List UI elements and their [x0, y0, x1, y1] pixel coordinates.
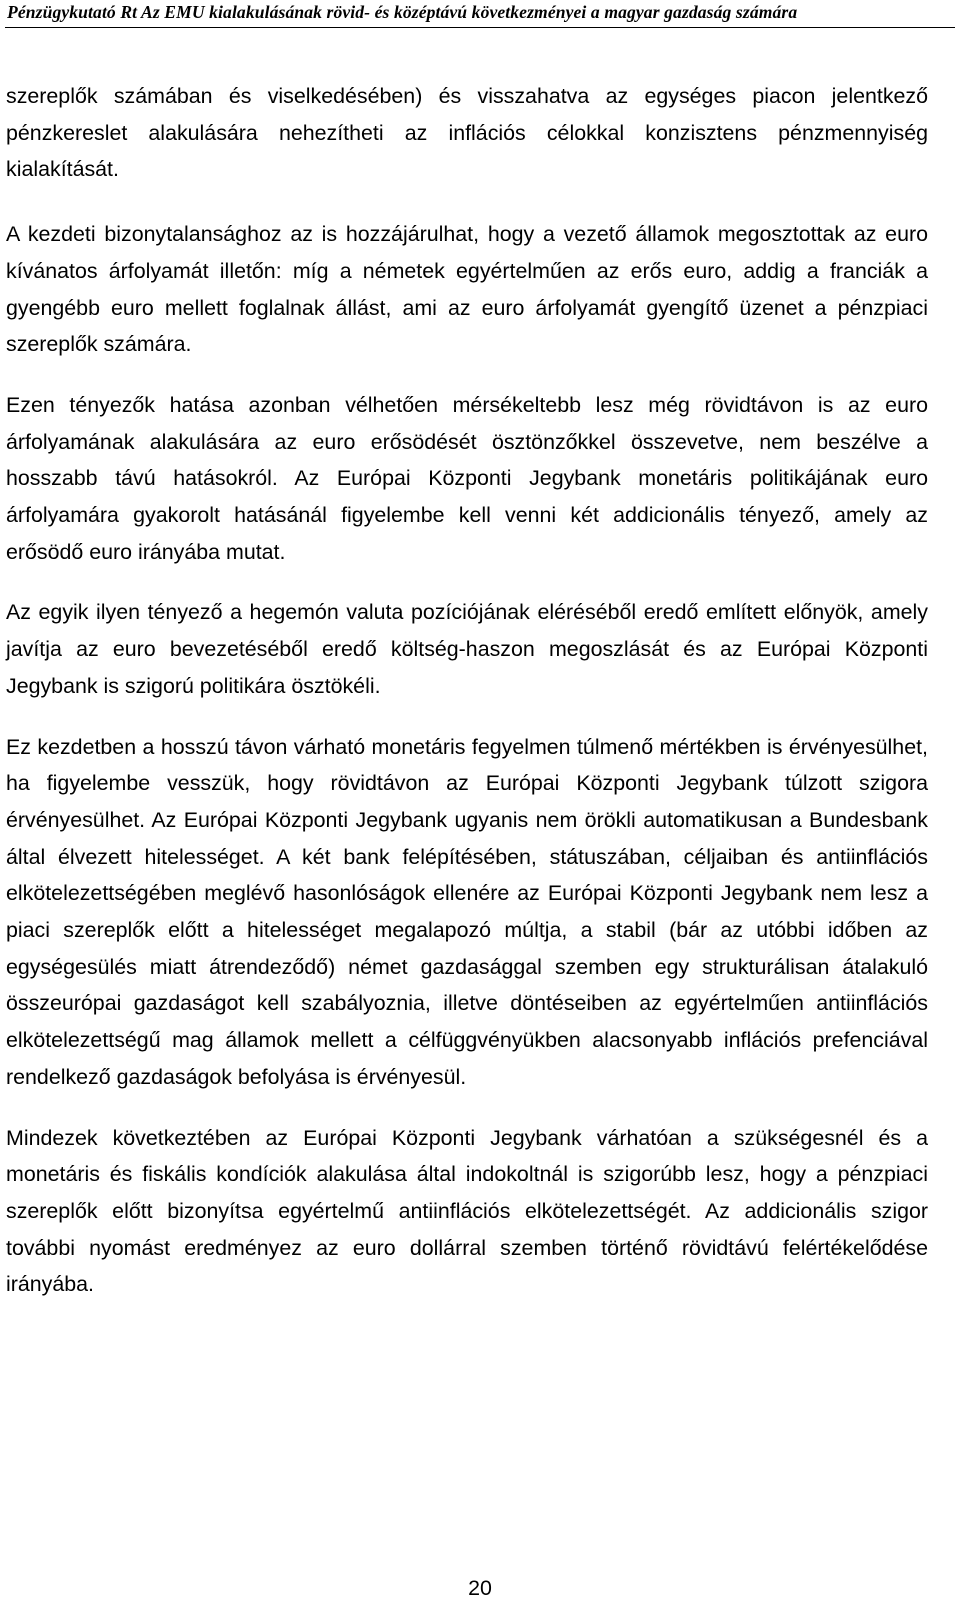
- header-rule: [5, 27, 955, 28]
- page-number: 20: [468, 1576, 492, 1600]
- paragraph-4: Az egyik ilyen tényező a hegemón valuta pozíciójának eléréséből eredő említett előnyök, amely javítja az euro bevezetéséből eredő költség-haszon megoszlását és az Európai Központi Jegybank is szigorú politikára ösztökéli.: [6, 600, 928, 698]
- paragraph-3: Ezen tényezők hatása azonban vélhetően mérsékeltebb lesz még rövidtávon is az euro árfolyamának alakulására az euro erősödését ösztönzőkkel összevetve, nem beszélve a hosszabb távú hatásokról. Az Európai Központi Jegybank monetáris politikájának euro árfolyamára gyakorolt hatásánál figyelembe kell venni két addicionális tényező, amely az erősödő euro irányába mutat.: [6, 392, 928, 564]
- body-text: [6, 78, 928, 1303]
- paragraph-2: A kezdeti bizonytalansághoz az is hozzájárulhat, hogy a vezető államok megosztottak az euro kívánatos árfolyamát illetőn: míg a németek egyértelműen az erős euro, addig a franciák a gyengébb euro mellett foglalnak állást, ami az euro árfolyamát gyengítő üzenet a pénzpiaci szereplők számára.: [6, 222, 928, 357]
- paragraph-1: szereplők számában és viselkedésében) és visszahatva az egységes piacon jelentkező pénzkereslet alakulására nehezítheti az inflációs célokkal konzisztens pénzmennyiség kialakítását.: [6, 84, 928, 182]
- paragraph-6: Mindezek következtében az Európai Központi Jegybank várhatóan a szükségesnél és a monetáris és fiskális kondíciók alakulása által indokoltnál is szigorúbb lesz, hogy a pénzpiaci szereplők előtt bizonyítsa egyértelmű antiinflációs elkötelezettségét. Az addicionális szigor további nyomást eredményez az euro dollárral szemben történő rövidtávú felértékelődése irányába.: [6, 1125, 928, 1297]
- paragraph-5: Ez kezdetben a hosszú távon várható monetáris fegyelmen túlmenő mértékben is érvényesülhet, ha figyelembe vesszük, hogy rövidtávon az Európai Központi Jegybank túlzott szigora érvényesülhet. Az Európai Központi Jegybank ugyanis nem örökli automatikusan a Bundesbank által élvezett hitelességet. A két bank felépítésében, státuszában, céljaiban és antiinflációs elkötelezettségében meglévő hasonlóságok ellenére az Európai Központi Jegybank nem lesz a piaci szereplők előtt a hitelességet megalapozó múltja, a stabil (bár az utóbbi időben az egységesülés miatt átrendeződő) német gazdasággal szemben egy strukturálisan átalakuló összeurópai gazdaságot kell szabályoznia, illetve döntéseiben az egyértelműen antiinflációs elkötelezettségű mag államok mellett a célfüggvényükben alacsonyabb inflációs prefenciával rendelkező gazdaságok befolyása is érvényesül.: [6, 734, 928, 1089]
- running-header: Pénzügykutató Rt Az EMU kialakulásának rövid- és középtávú következményei a magyar gazdaság számára: [7, 2, 798, 22]
